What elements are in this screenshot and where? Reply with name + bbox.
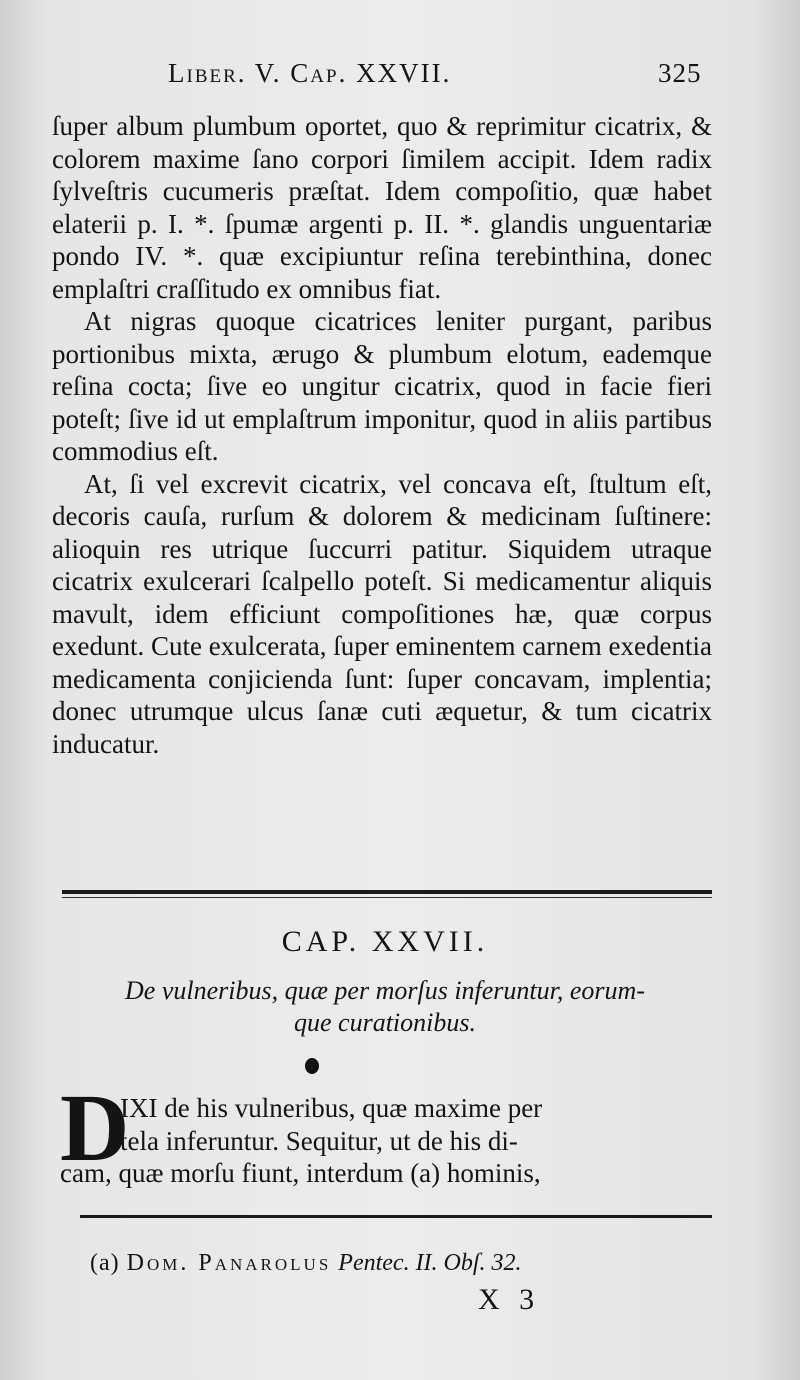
chapter-opening-text (60, 1092, 712, 1190)
ink-blot (305, 1058, 319, 1074)
running-head: Liber. V. Cap. XXVII. (168, 58, 452, 88)
section-divider-rule (62, 890, 712, 894)
chapter-subtitle-line-2: que curationibus. (294, 1008, 476, 1037)
chapter-subtitle-line-1: De vulneribus, quæ per morſus inferuntur, eorum- (125, 976, 645, 1005)
signature-mark: X 3 (478, 1283, 541, 1316)
chapter-subtitle (60, 975, 710, 1039)
opening-line-2: tela inferuntur. Sequitur, ut de his di- (120, 1125, 518, 1156)
page-header (0, 58, 800, 98)
opening-line-3: cam, quæ morſu fiunt, interdum (a) hominis, (60, 1158, 541, 1188)
page-number: 325 (658, 58, 702, 88)
footnote-marker: (a) (90, 1250, 120, 1276)
chapter-heading: CAP. XXVII. (281, 925, 489, 958)
footnote-work: Pentec. II. Obſ. 32. (338, 1250, 522, 1276)
paragraph-2: At nigras quoque cicatrices leniter purgant, paribus portionibus mixta, ærugo & plumbum elotum, eademque reſina cocta; ſive eo ungitur cicatrix, quod in facie fieri poteſt; ſive id ut emplaſtrum imponitur, quod in aliis partibus commodius eſt. (52, 306, 712, 466)
opening-line-1: IXI de his vulneribus, quæ maxime per (120, 1093, 543, 1123)
footnote (90, 1250, 522, 1277)
paragraph-3: At, ſi vel excrevit cicatrix, vel concava eſt, ſtultum eſt, decoris cauſa, rurſum & dolorem & medicinam ſuſtinere: alioquin res utrique ſuccurri patitur. Siquidem utraque cicatrix exulcerari ſcalpello poteſt. Si medicamentur aliquis mavult, idem efficiunt compoſitiones hæ, quæ corpus exedunt. Cute exulcerata, ſuper eminentem carnem exedentia medicamenta conjicienda ſunt: ſuper concavam, implentia; donec utrumque ulcus ſanæ cuti æquetur, & tum cicatrix inducatur. (52, 468, 712, 759)
drop-cap: D (60, 1074, 130, 1181)
footnote-author: Dom. Panarolus (126, 1250, 332, 1276)
footnote-rule (80, 1215, 712, 1218)
body-text (52, 110, 712, 760)
paragraph-1: ſuper album plumbum oportet, quo & reprimitur cicatrix, & colorem maxime ſano corpori ſimilem accipit. Idem radix ſylveſtris cucumeris præſtat. Idem compoſitio, quæ habet elaterii p. I. *. ſpumæ argenti p. II. *. glandis unguentariæ pondo IV. *. quæ excipiuntur reſina terebinthina, donec emplaſtri craſſitudo ex omnibus fiat. (52, 111, 712, 304)
